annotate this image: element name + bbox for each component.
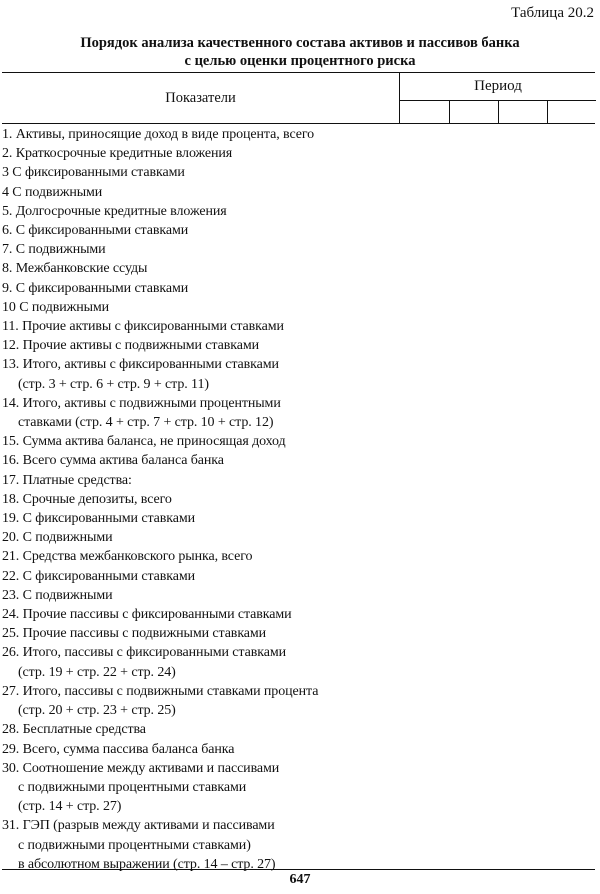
indicator-label: 22. С фиксированными ставками <box>2 568 196 584</box>
indicator-label: 9. С фиксированными ставками <box>2 280 189 296</box>
indicator-label: 20. С подвижными <box>2 530 113 546</box>
indicator-row <box>2 547 422 566</box>
indicator-label: 16. Всего сумма актива баланса банка <box>2 453 224 469</box>
indicator-label-continuation: с подвижными процентными ставками <box>18 779 247 795</box>
indicator-label: 21. Средства межбанковского рынка, всего <box>2 549 253 565</box>
indicator-label: 2. Краткосрочные кредитные вложения <box>2 146 233 162</box>
indicator-row <box>2 394 422 432</box>
indicator-label: 4 С подвижными <box>2 184 103 200</box>
indicator-label: 17. Платные средства: <box>2 472 132 488</box>
table-title <box>0 34 600 70</box>
indicator-row <box>2 528 422 547</box>
indicator-row <box>2 682 422 720</box>
indicator-row <box>2 317 422 336</box>
indicators-column-header: Показатели <box>165 89 236 106</box>
indicator-label: 25. Прочие пассивы с подвижными ставками <box>2 626 267 642</box>
indicator-row <box>2 471 422 490</box>
indicator-row <box>2 624 422 643</box>
indicator-label-continuation: (стр. 20 + стр. 23 + стр. 25) <box>18 703 176 719</box>
indicator-label: 11. Прочие активы с фиксированными ставками <box>2 319 284 335</box>
indicator-row <box>2 432 422 451</box>
indicator-label-continuation: ставками (стр. 4 + стр. 7 + стр. 10 + стр. 12) <box>18 415 274 431</box>
period-column-group <box>399 73 595 123</box>
indicator-row <box>2 720 422 739</box>
indicator-row <box>2 740 422 759</box>
indicator-label: 18. Срочные депозиты, всего <box>2 491 172 507</box>
indicator-row <box>2 183 422 202</box>
indicator-label: 26. Итого, пассивы с фиксированными ставками <box>2 645 286 661</box>
table-number: Таблица 20.2 <box>511 5 594 21</box>
indicator-row <box>2 605 422 624</box>
indicator-label: 31. ГЭП (разрыв между активами и пассивами <box>2 818 275 834</box>
indicator-label: 12. Прочие активы с подвижными ставками <box>2 338 259 354</box>
indicator-label: 14. Итого, активы с подвижными процентными <box>2 395 281 411</box>
indicator-row <box>2 202 422 221</box>
indicator-label: 24. Прочие пассивы с фиксированными ставками <box>2 607 292 623</box>
indicator-label: 6. С фиксированными ставками <box>2 223 189 239</box>
period-column-header: Период <box>400 73 596 101</box>
indicator-row <box>2 163 422 182</box>
indicator-label-continuation: (стр. 14 + стр. 27) <box>18 799 122 815</box>
indicator-label: 29. Всего, сумма пассива баланса банка <box>2 741 235 757</box>
indicator-row <box>2 259 422 278</box>
indicator-label: 19. С фиксированными ставками <box>2 511 196 527</box>
indicator-row <box>2 125 422 144</box>
table-title-line-1: Порядок анализа качественного состава активов и пассивов банка <box>80 35 520 51</box>
analysis-table <box>2 72 595 870</box>
indicator-row <box>2 586 422 605</box>
indicator-label: 27. Итого, пассивы с подвижными ставками процента <box>2 683 319 699</box>
indicator-row <box>2 759 422 817</box>
indicator-row <box>2 240 422 259</box>
indicator-label-continuation: с подвижными процентными ставками) <box>18 837 251 853</box>
indicator-row <box>2 451 422 470</box>
indicator-label: 13. Итого, активы с фиксированными ставками <box>2 357 279 373</box>
indicator-row <box>2 336 422 355</box>
indicator-label-continuation: в абсолютном выражении (стр. 14 – стр. 27) <box>18 856 276 872</box>
indicator-row <box>2 144 422 163</box>
indicator-row <box>2 298 422 317</box>
indicator-row <box>2 279 422 298</box>
indicator-label: 1. Активы, приносящие доход в виде процента, всего <box>2 127 315 142</box>
indicator-rows <box>2 125 422 874</box>
table-title-line-2: с целью оценки процентного риска <box>184 53 416 69</box>
indicator-row <box>2 509 422 528</box>
indicator-label-continuation: (стр. 3 + стр. 6 + стр. 9 + стр. 11) <box>18 376 209 392</box>
indicator-label-continuation: (стр. 19 + стр. 22 + стр. 24) <box>18 664 176 680</box>
indicator-label: 3 С фиксированными ставками <box>2 165 185 181</box>
indicator-row <box>2 355 422 393</box>
indicator-label: 7. С подвижными <box>2 242 106 258</box>
indicator-row <box>2 490 422 509</box>
indicator-row <box>2 221 422 240</box>
page-number: 647 <box>289 872 311 887</box>
indicator-label: 8. Межбанковские ссуды <box>2 261 148 277</box>
indicator-label: 30. Соотношение между активами и пассивами <box>2 760 280 776</box>
indicator-row <box>2 816 422 874</box>
period-subcolumn-divider <box>547 101 548 123</box>
indicator-label: 5. Долгосрочные кредитные вложения <box>2 203 227 219</box>
period-subcolumn-divider <box>449 101 450 123</box>
header-divider <box>2 123 595 124</box>
indicator-label: 28. Бесплатные средства <box>2 722 146 738</box>
indicator-label: 23. С подвижными <box>2 587 113 603</box>
indicator-row <box>2 643 422 681</box>
indicator-label: 10 С подвижными <box>2 299 110 315</box>
indicator-label: 15. Сумма актива баланса, не приносящая доход <box>2 434 286 450</box>
period-subcolumn-divider <box>498 101 499 123</box>
indicator-row <box>2 567 422 586</box>
